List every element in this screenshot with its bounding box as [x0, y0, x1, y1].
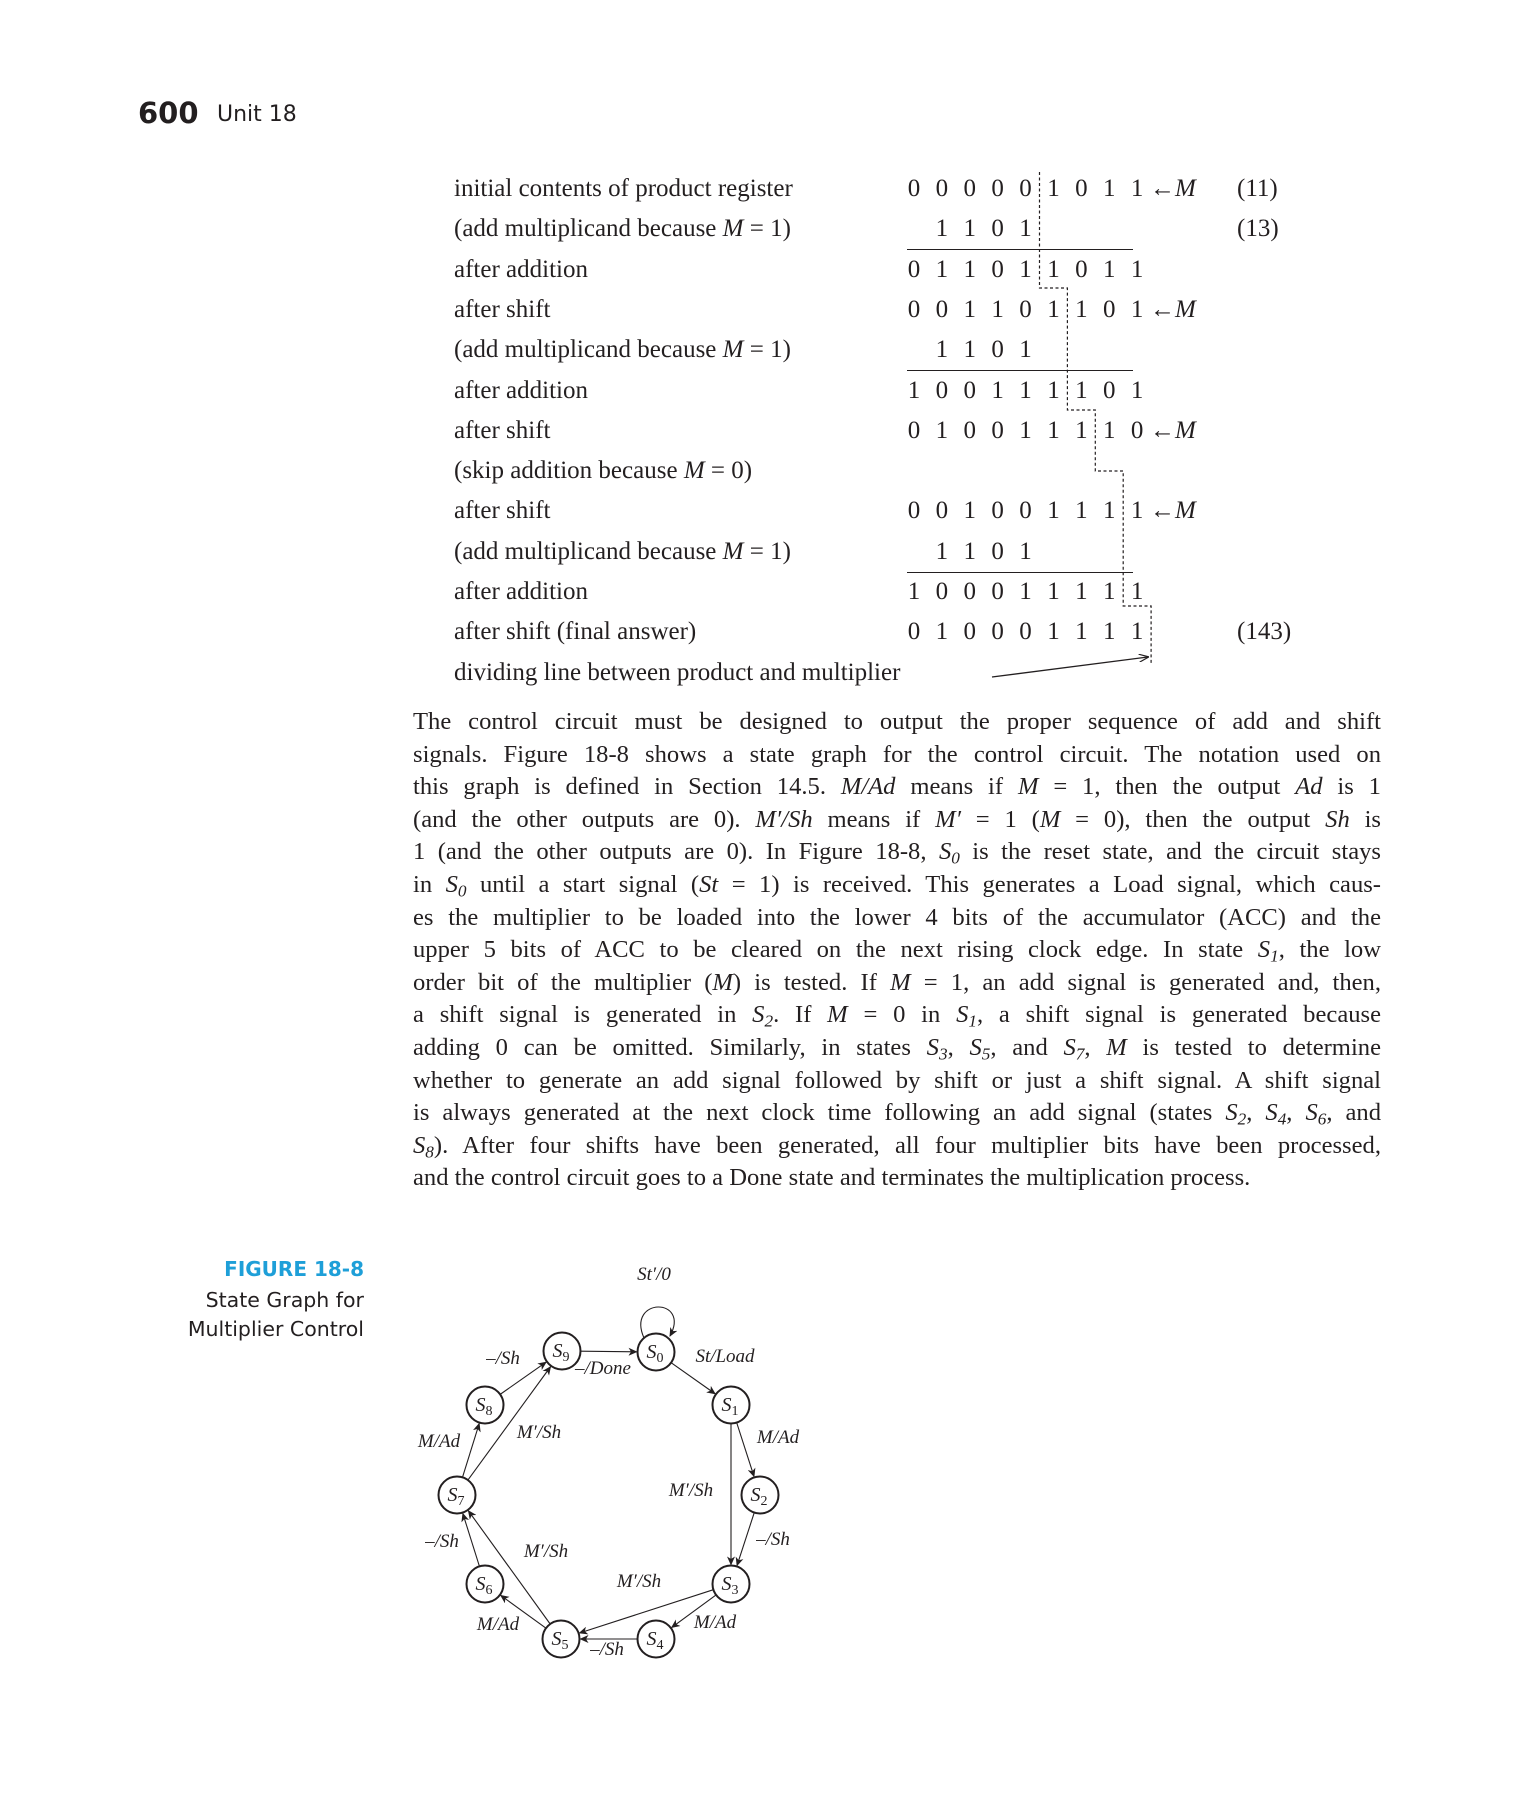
- digit: 0: [935, 295, 949, 323]
- digit: 1: [963, 295, 976, 323]
- row-label: (add multiplicand because M = 1): [454, 537, 791, 565]
- digit: 1: [1130, 376, 1144, 404]
- digit: 1: [1102, 497, 1116, 525]
- digit: 0: [907, 175, 921, 202]
- digit: 0: [907, 255, 921, 283]
- transition-label: M/Ad: [417, 1431, 461, 1452]
- italic-symbol: M: [890, 968, 911, 996]
- digit: 0: [935, 175, 949, 202]
- state-symbol: $S_2$: [752, 1001, 774, 1031]
- decimal-value-note: (143): [1237, 618, 1292, 646]
- state-label: $S_3$: [721, 1573, 739, 1598]
- state-label: $S_8$: [475, 1394, 493, 1419]
- digit: 1: [907, 376, 921, 404]
- figure-title-line1: State Graph for: [205, 1288, 364, 1312]
- transition-label: M′/Sh: [616, 1571, 662, 1592]
- digit: 0: [963, 618, 976, 646]
- state-symbol: $S_6$: [1305, 1099, 1327, 1129]
- state-symbol: $S_1$: [956, 1001, 977, 1031]
- italic-symbol: M: [683, 457, 705, 485]
- digit: 1: [1019, 336, 1032, 364]
- digit: 1: [1075, 295, 1088, 323]
- digit: 0: [991, 537, 1004, 565]
- digit: 1: [1102, 578, 1116, 605]
- state-label: $S_9$: [552, 1340, 570, 1365]
- transition-label: St/Load: [695, 1346, 755, 1367]
- state-symbol: $S_0$: [445, 870, 467, 901]
- paragraph-line: this graph is defined in Section 14.5. M/Ad means if M = 1, then the output Ad is 1: [413, 773, 1381, 801]
- digit: 1: [963, 336, 976, 364]
- digit: 0: [1130, 416, 1144, 444]
- digit: 0: [1019, 497, 1032, 525]
- digit: 1: [1047, 255, 1060, 283]
- transition-label: –/Sh: [425, 1531, 459, 1552]
- digit: 0: [907, 497, 921, 525]
- italic-symbol: Ad: [1295, 773, 1323, 801]
- transition-label: –/Done: [575, 1358, 631, 1379]
- digit: 1: [963, 215, 976, 243]
- figure-number: FIGURE 18-8: [224, 1257, 364, 1281]
- transition-label: –/Sh: [590, 1639, 624, 1660]
- digit: 1: [935, 215, 949, 243]
- row-label: (add multiplicand because M = 1): [454, 215, 791, 243]
- digit: 1: [1102, 175, 1116, 202]
- digit: 0: [991, 618, 1004, 646]
- paragraph-line: 1 (and the other outputs are 0). In Figure 18-8, $S_0$ is the reset state, and the circuit stays: [413, 838, 1381, 868]
- digit: 0: [907, 618, 921, 646]
- figure-title-line2: Multiplier Control: [187, 1317, 364, 1341]
- digit: 1: [1019, 537, 1032, 565]
- transition-edge: [737, 1423, 754, 1477]
- digit: 1: [935, 255, 949, 283]
- m-symbol: M: [1175, 295, 1196, 323]
- paragraph-line: and the control circuit goes to a Done state and terminates the multiplication process.: [413, 1164, 1251, 1192]
- transition-edge: [580, 1351, 636, 1352]
- digit: 0: [991, 175, 1004, 202]
- decimal-value-note: (11): [1237, 175, 1278, 202]
- row-label: after shift: [454, 295, 551, 323]
- italic-symbol: St: [699, 870, 719, 898]
- transition-label: M′/Sh: [668, 1480, 714, 1501]
- italic-symbol: M: [722, 537, 744, 565]
- digit: 0: [963, 175, 976, 202]
- state-symbol: $S_0$: [938, 838, 960, 868]
- digit: 0: [1102, 295, 1116, 323]
- state-label: $S_5$: [551, 1628, 569, 1653]
- digit: 0: [935, 578, 949, 605]
- state-label: $S_1$: [721, 1394, 739, 1419]
- digit: 0: [963, 376, 976, 404]
- transition-label: –/Sh: [756, 1529, 790, 1550]
- row-label: initial contents of product register: [454, 175, 793, 202]
- state-symbol: $S_2$: [1225, 1099, 1247, 1129]
- row-label: after addition: [454, 578, 588, 605]
- running-header-unit: Unit 18: [217, 102, 297, 127]
- italic-symbol: Sh: [1325, 805, 1350, 833]
- transition-edge: [462, 1424, 479, 1478]
- digit: 1: [963, 497, 976, 525]
- digit: 1: [1047, 295, 1060, 323]
- digit: 1: [1019, 416, 1032, 444]
- paragraph-line: in $S_0$ until a start signal (St = 1) is received. This generates a Load signal, which caus-: [413, 870, 1381, 901]
- digit: 1: [1102, 618, 1116, 646]
- italic-symbol: M: [1106, 1033, 1127, 1061]
- digit: 1: [1047, 376, 1060, 404]
- multiplier-bit-marker: ←M: [1150, 416, 1196, 444]
- state-symbol: $S_7$: [1063, 1033, 1085, 1064]
- digit: 0: [991, 497, 1004, 525]
- paragraph-line: es the multiplier to be loaded into the lower 4 bits of the accumulator (ACC) and the: [413, 903, 1381, 931]
- digit: 0: [991, 255, 1004, 283]
- digit: 0: [1075, 175, 1088, 202]
- m-symbol: M: [1175, 497, 1196, 525]
- paragraph-line: a shift signal is generated in $S_2$. If M = 0 in $S_1$, a shift signal is generated because: [413, 1001, 1382, 1031]
- digit: 1: [1047, 618, 1060, 646]
- digit: 0: [1019, 618, 1032, 646]
- state-symbol: $S_3$: [926, 1033, 948, 1064]
- row-label: after addition: [454, 255, 588, 283]
- italic-symbol: M: [712, 968, 733, 996]
- digit: 1: [963, 255, 976, 283]
- row-label: after addition: [454, 376, 588, 404]
- digit: 1: [935, 618, 949, 646]
- digit: 1: [991, 376, 1004, 404]
- paragraph-line: (and the other outputs are 0). M′/Sh means if M′ = 1 (M = 0), then the output Sh is: [413, 805, 1381, 833]
- digit: 0: [907, 295, 921, 323]
- transition-label: St′/0: [637, 1264, 671, 1285]
- transition-label: M/Ad: [476, 1614, 520, 1635]
- transition-label: M′/Sh: [523, 1541, 569, 1562]
- italic-symbol: M′/Sh: [755, 805, 813, 833]
- digit: 1: [1130, 295, 1144, 323]
- paragraph-line: is always generated at the next clock time following an add signal (states $S_2$, $S_4$, $S_6$, and: [413, 1099, 1382, 1129]
- state-label: $S_0$: [646, 1341, 664, 1366]
- digit: 1: [1130, 618, 1144, 646]
- state-symbol: $S_1$: [1257, 936, 1279, 966]
- digit: 1: [991, 295, 1004, 323]
- digit: 0: [991, 416, 1004, 444]
- transition-edge: [671, 1363, 715, 1394]
- digit: 1: [963, 537, 976, 565]
- digit: 0: [991, 336, 1004, 364]
- digit: 1: [935, 336, 949, 364]
- row-label: after shift: [454, 497, 551, 525]
- transition-label: M/Ad: [693, 1612, 737, 1633]
- row-label: (skip addition because M = 0): [454, 457, 753, 485]
- digit: 1: [935, 416, 949, 444]
- page-number: 600: [138, 96, 199, 130]
- digit: 1: [1130, 175, 1144, 202]
- digit: 1: [935, 537, 949, 565]
- digit: 1: [1075, 497, 1088, 525]
- m-symbol: M: [1175, 416, 1196, 444]
- italic-symbol: M: [722, 215, 744, 243]
- paragraph-line: whether to generate an add signal followed by shift or just a shift signal. A shift signal: [413, 1066, 1381, 1094]
- multiplier-bit-marker: ←M: [1150, 175, 1196, 202]
- state-symbol: $S_5$: [969, 1033, 991, 1064]
- paragraph-line: upper 5 bits of ACC to be cleared on the next rising clock edge. In state $S_1$, the low: [413, 936, 1381, 966]
- transition-label: M′/Sh: [516, 1422, 562, 1443]
- state-symbol: $S_4$: [1265, 1099, 1287, 1129]
- italic-symbol: M: [1039, 805, 1061, 833]
- divider-pointer-arrow: [992, 657, 1148, 677]
- state-label: $S_6$: [475, 1573, 493, 1598]
- state-graph: [400, 1250, 840, 1690]
- m-symbol: M: [1175, 175, 1196, 202]
- digit: 1: [1130, 255, 1144, 283]
- transition-edge: [737, 1513, 754, 1566]
- product-multiplier-divider: [0, 0, 1526, 720]
- paragraph-line: signals. Figure 18-8 shows a state graph for the control circuit. The notation used on: [413, 740, 1381, 768]
- digit: 0: [991, 578, 1004, 605]
- transition-label: –/Sh: [486, 1348, 520, 1369]
- digit: 0: [935, 497, 949, 525]
- digit: 1: [1019, 215, 1032, 243]
- decimal-value-note: (13): [1237, 215, 1279, 243]
- digit: 0: [907, 416, 921, 444]
- digit: 0: [963, 578, 976, 605]
- digit: 1: [1102, 255, 1116, 283]
- italic-symbol: M: [1017, 773, 1039, 801]
- paragraph-line: $S_8$). After four shifts have been generated, all four multiplier bits have been processed,: [413, 1131, 1381, 1162]
- digit: 1: [1047, 578, 1060, 605]
- digit: 1: [1075, 416, 1088, 444]
- paragraph-line: order bit of the multiplier (M) is tested. If M = 1, an add signal is generated and, then,: [413, 968, 1381, 996]
- digit: 1: [1075, 376, 1088, 404]
- digit: 0: [963, 416, 976, 444]
- digit: 0: [1102, 376, 1116, 404]
- multiplier-bit-marker: ←M: [1150, 497, 1196, 525]
- digit: 0: [991, 215, 1004, 243]
- italic-symbol: M: [827, 1001, 848, 1029]
- digit: 0: [1019, 175, 1032, 202]
- digit: 1: [1047, 175, 1060, 202]
- digit: 1: [907, 578, 921, 605]
- transition-edge: [463, 1514, 480, 1567]
- digit: 1: [1075, 618, 1088, 646]
- paragraph-line: The control circuit must be designed to output the proper sequence of add and shift: [413, 708, 1381, 735]
- digit: 1: [1130, 497, 1144, 525]
- row-label: dividing line between product and multiplier: [454, 658, 901, 686]
- digit: 1: [1019, 578, 1032, 605]
- digit: 0: [1075, 255, 1088, 283]
- digit: 1: [1075, 578, 1088, 605]
- state-label: $S_4$: [646, 1628, 664, 1653]
- digit: 1: [1019, 255, 1032, 283]
- italic-symbol: M: [722, 336, 744, 364]
- body-paragraph: [413, 706, 1381, 1195]
- multiplier-bit-marker: ←M: [1150, 295, 1196, 323]
- dashed-divider-line: [1040, 172, 1152, 665]
- digit: 1: [1047, 416, 1060, 444]
- transition-label: M/Ad: [756, 1427, 800, 1448]
- italic-symbol: M′: [935, 805, 961, 833]
- italic-symbol: M/Ad: [840, 773, 896, 801]
- state-label: $S_2$: [750, 1484, 768, 1509]
- digit: 0: [935, 376, 949, 404]
- row-label: (add multiplicand because M = 1): [454, 336, 791, 364]
- digit: 1: [1130, 578, 1144, 605]
- state-symbol: $S_8$: [413, 1131, 434, 1162]
- paragraph-line: adding 0 can be omitted. Similarly, in states $S_3$, $S_5$, and $S_7$, M is tested to determine: [413, 1033, 1381, 1064]
- digit: 1: [1019, 376, 1032, 404]
- digit: 1: [1102, 416, 1116, 444]
- row-label: after shift (final answer): [454, 618, 697, 646]
- digit: 0: [1019, 295, 1032, 323]
- digit: 1: [1047, 497, 1060, 525]
- row-label: after shift: [454, 416, 551, 444]
- state-label: $S_7$: [447, 1484, 465, 1509]
